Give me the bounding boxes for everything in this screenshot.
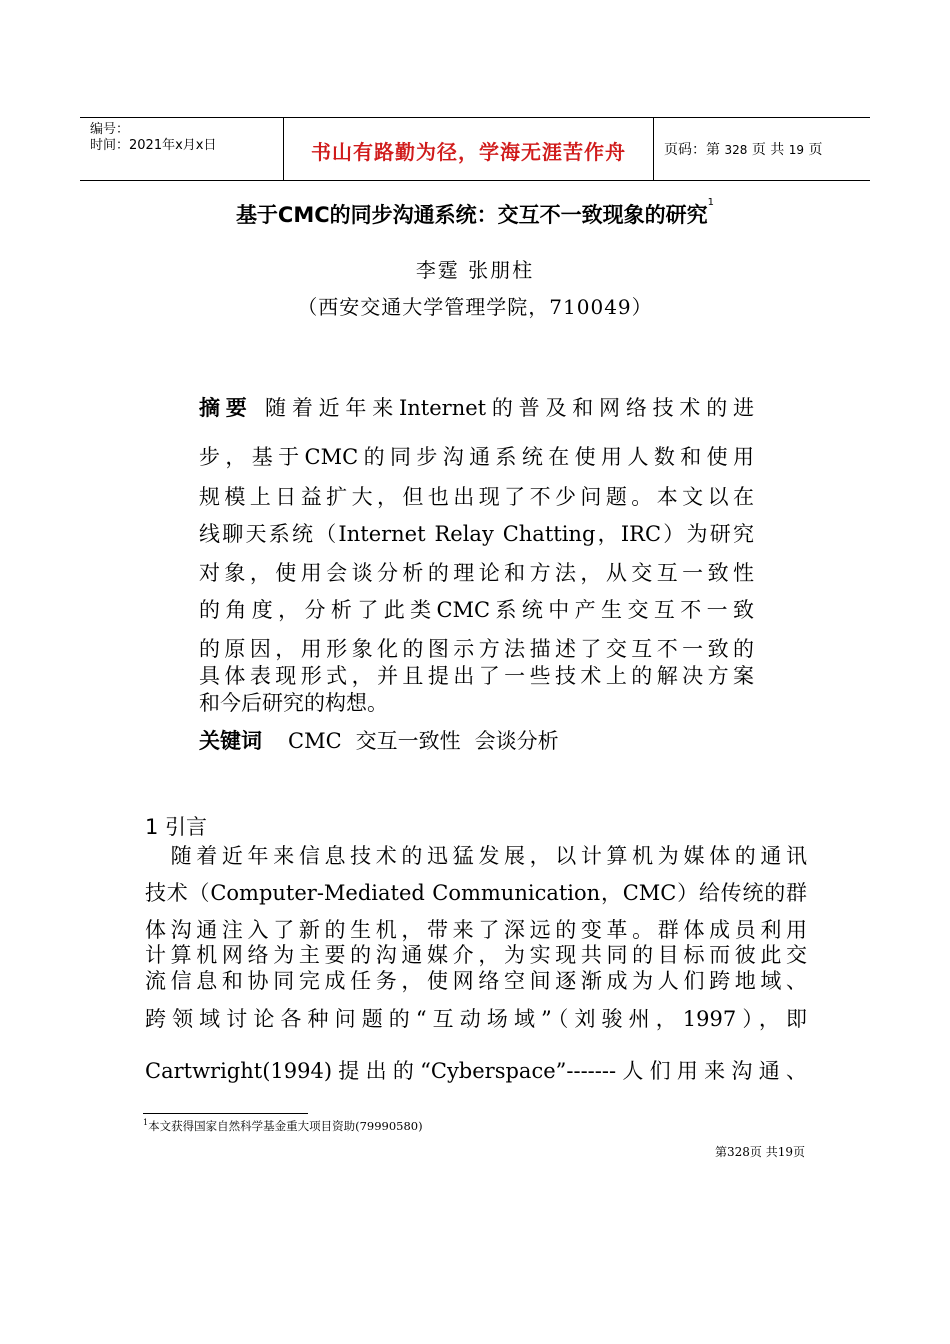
header-page-info: 页码：第 328 页 共 19 页 [664,142,823,158]
abstract-line: 步，基于CMC的同步沟通系统在使用人数和使用 [199,445,754,469]
keywords [199,725,573,755]
header-motto: 书山有路勤为径，学海无涯苦作舟 [311,140,626,164]
abstract-line: 规模上日益扩大，但也出现了不少问题。本文以在 [199,485,754,509]
abstract-line: 摘要 随着近年来Internet的普及和网络技术的进 [199,396,754,420]
page-footer: 第328页 共19页 [715,1145,805,1159]
section-heading: 1 引言 [145,815,208,839]
time-label: 时间：2021年x月x日 [90,138,217,153]
abstract-line: 对象，使用会谈分析的理论和方法，从交互一致性 [199,561,754,585]
keyword: CMC [288,729,342,753]
paper-affiliation: （西安交通大学管理学院，710049） [297,295,653,319]
footnote: $^1$本文获得国家自然科学基金重大项目资助(79990580) [143,1118,423,1133]
abstract-line: 的原因，用形象化的图示方法描述了交互不一致的 [199,637,754,661]
keyword: 交互一致性 [355,729,461,753]
abstract-line: 具体表现形式，并且提出了一些技术上的解决方案 [199,664,754,688]
keywords-label: 关键词 [199,729,262,753]
body-line: 计算机网络为主要的沟通媒介，为实现共同的目标而彼此交 [145,943,807,967]
body-line: Cartwright(1994)提出的“Cyberspace”-------人们用来沟通、 [145,1059,807,1083]
body-line: 技术（Computer-Mediated Communication，CMC）给传统的群 [145,881,807,905]
footnote-separator [143,1113,308,1114]
header-meta [90,122,216,154]
body-line: 跨领域讨论各种问题的“互动场域”（刘骏州，1997），即 [145,1007,807,1031]
paper-title: 基于CMC的同步沟通系统：交互不一致现象的研究$^1$ [235,197,715,227]
paper-authors: 李霆 张朋柱 [415,258,535,282]
abstract-line: 和今后研究的构想。 [199,691,388,715]
keyword: 会谈分析 [474,729,559,753]
abstract-line: 线聊天系统（Internet Relay Chatting，IRC）为研究 [199,522,754,546]
header-divider [653,118,654,180]
document-header [80,117,870,181]
body-line: 随着近年来信息技术的迅猛发展，以计算机为媒体的通讯 [145,844,807,868]
body-line: 流信息和协同完成任务，使网络空间逐渐成为人们跨地域、 [145,969,807,993]
title-footnote-mark: 1 [707,197,715,208]
body-line: 体沟通注入了新的生机，带来了深远的变革。群体成员利用 [145,918,807,942]
abstract-line: 的角度，分析了此类CMC系统中产生交互不一致 [199,598,754,622]
abstract-label: 摘要 [199,396,253,420]
code-label: 编号： [90,122,130,137]
